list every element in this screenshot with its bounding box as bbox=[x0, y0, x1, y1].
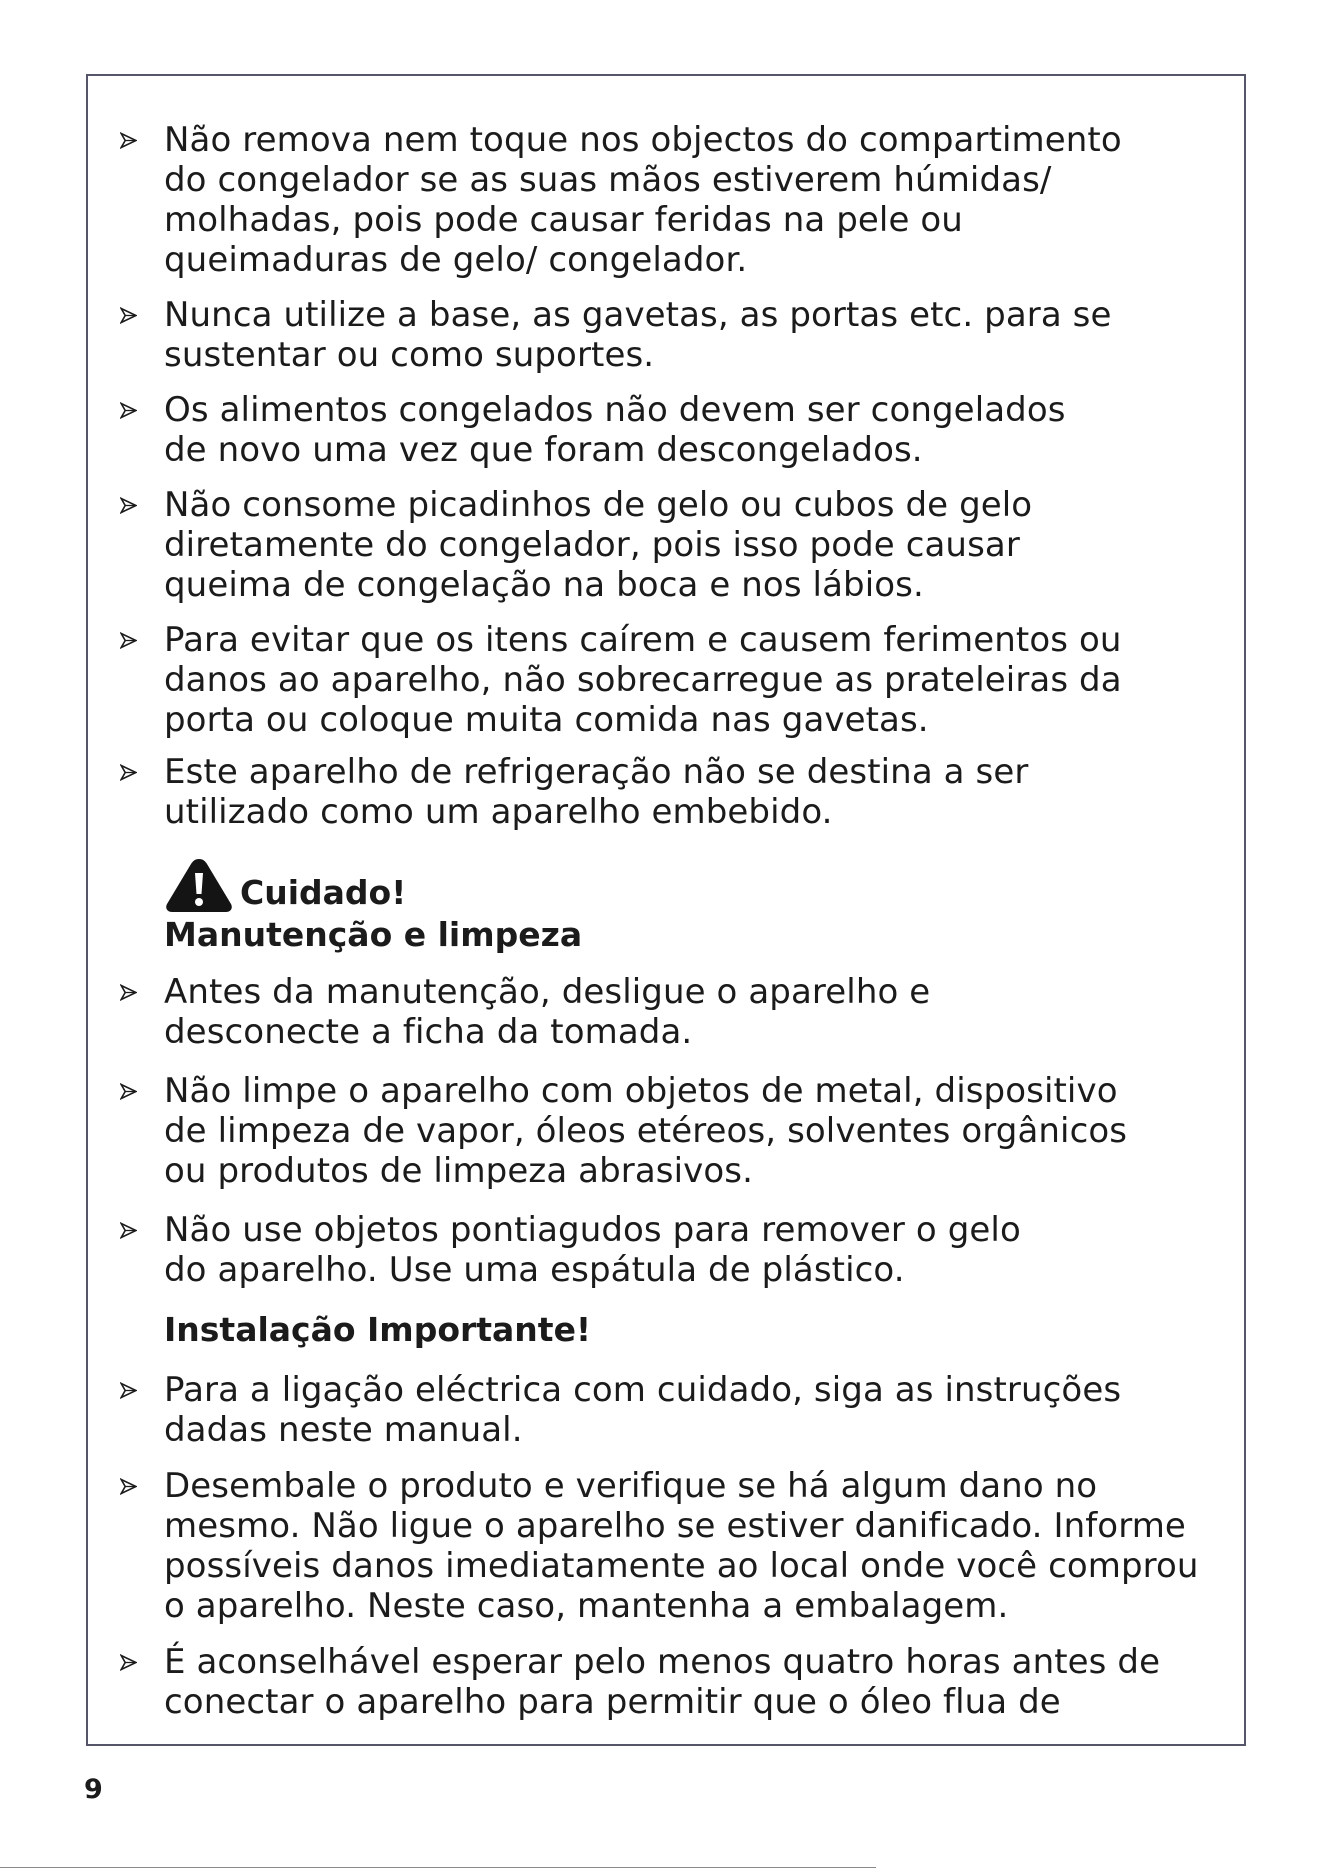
item-line: Os alimentos congelados não devem ser congelados bbox=[164, 390, 1066, 430]
arrow-bullet-icon bbox=[120, 307, 137, 324]
item-line: conectar o aparelho para permitir que o óleo flua de bbox=[164, 1682, 1061, 1722]
item-line: o aparelho. Neste caso, mantenha a embalagem. bbox=[164, 1586, 1009, 1626]
item-line: mesmo. Não ligue o aparelho se estiver danificado. Informe bbox=[164, 1506, 1186, 1546]
section-heading-maintenance: Manutenção e limpeza bbox=[164, 915, 583, 954]
item-line: desconecte a ficha da tomada. bbox=[164, 1012, 693, 1052]
warning-triangle-icon bbox=[164, 856, 234, 914]
item-line: Para a ligação eléctrica com cuidado, siga as instruções bbox=[164, 1370, 1122, 1410]
item-line: sustentar ou como suportes. bbox=[164, 335, 655, 375]
item-line: Nunca utilize a base, as gavetas, as portas etc. para se bbox=[164, 295, 1112, 335]
item-line: ou produtos de limpeza abrasivos. bbox=[164, 1151, 754, 1191]
item-line: danos ao aparelho, não sobrecarregue as prateleiras da bbox=[164, 660, 1122, 700]
item-line: do aparelho. Use uma espátula de plástico. bbox=[164, 1250, 905, 1290]
item-line: Não use objetos pontiagudos para remover o gelo bbox=[164, 1210, 1021, 1250]
arrow-bullet-icon bbox=[120, 1654, 137, 1671]
arrow-bullet-icon bbox=[120, 1382, 137, 1399]
item-line: possíveis danos imediatamente ao local onde você comprou bbox=[164, 1546, 1199, 1586]
list-item bbox=[164, 620, 1122, 740]
item-line: Antes da manutenção, desligue o aparelho e bbox=[164, 972, 931, 1012]
arrow-bullet-icon bbox=[120, 1222, 137, 1239]
item-line: diretamente do congelador, pois isso pode causar bbox=[164, 525, 1020, 565]
list-item bbox=[164, 1071, 1127, 1191]
item-line: queima de congelação na boca e nos lábios. bbox=[164, 565, 924, 605]
list-item bbox=[164, 295, 1112, 375]
list-item bbox=[164, 120, 1122, 280]
item-line: queimaduras de gelo/ congelador. bbox=[164, 240, 748, 280]
item-line: do congelador se as suas mãos estiverem húmidas/ bbox=[164, 160, 1052, 200]
item-line: porta ou coloque muita comida nas gavetas. bbox=[164, 700, 929, 740]
item-line: É aconselhável esperar pelo menos quatro horas antes de bbox=[164, 1642, 1161, 1682]
arrow-bullet-icon bbox=[120, 132, 137, 149]
item-line: de limpeza de vapor, óleos etéreos, solventes orgânicos bbox=[164, 1111, 1128, 1151]
list-item bbox=[164, 1466, 1199, 1626]
list-item bbox=[164, 1642, 1160, 1722]
list-item bbox=[164, 485, 1032, 605]
item-line: Para evitar que os itens caírem e causem ferimentos ou bbox=[164, 620, 1122, 660]
list-item bbox=[164, 972, 930, 1052]
item-line: Não remova nem toque nos objectos do compartimento bbox=[164, 120, 1122, 160]
item-line: dadas neste manual. bbox=[164, 1410, 523, 1450]
arrow-bullet-icon bbox=[120, 1478, 137, 1495]
item-line: Desembale o produto e verifique se há algum dano no bbox=[164, 1466, 1098, 1506]
item-line: Este aparelho de refrigeração não se destina a ser bbox=[164, 752, 1029, 792]
item-line: Não consome picadinhos de gelo ou cubos de gelo bbox=[164, 485, 1033, 525]
arrow-bullet-icon bbox=[120, 1083, 137, 1100]
item-line: molhadas, pois pode causar feridas na pele ou bbox=[164, 200, 963, 240]
list-item bbox=[164, 390, 1066, 470]
arrow-bullet-icon bbox=[120, 497, 137, 514]
item-line: Não limpe o aparelho com objetos de metal, dispositivo bbox=[164, 1071, 1118, 1111]
arrow-bullet-icon bbox=[120, 402, 137, 419]
footer-rule bbox=[0, 1867, 876, 1868]
item-line: utilizado como um aparelho embebido. bbox=[164, 792, 833, 832]
arrow-bullet-icon bbox=[120, 984, 137, 1001]
list-item bbox=[164, 752, 1028, 832]
page-number: 9 bbox=[84, 1774, 103, 1805]
section-heading-installation: Instalação Importante! bbox=[164, 1310, 592, 1349]
arrow-bullet-icon bbox=[120, 764, 137, 781]
item-line: de novo uma vez que foram descongelados. bbox=[164, 430, 923, 470]
list-item bbox=[164, 1370, 1121, 1450]
list-item bbox=[164, 1210, 1021, 1290]
caution-label: Cuidado! bbox=[240, 873, 407, 912]
arrow-bullet-icon bbox=[120, 632, 137, 649]
